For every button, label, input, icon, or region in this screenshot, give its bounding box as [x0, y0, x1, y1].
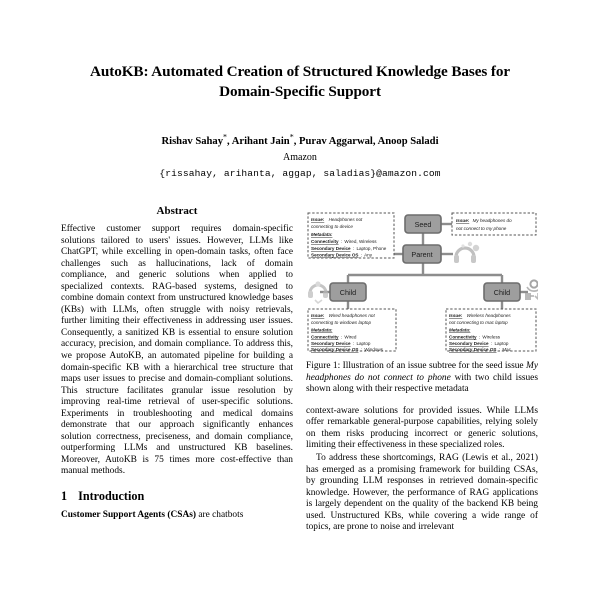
- issue-subtree-diagram: [306, 205, 538, 353]
- section-title: Introduction: [78, 489, 145, 504]
- introduction-lead-rest: are chatbots: [196, 510, 244, 521]
- right-paragraph-1: context-aware solutions for provided issues. While LLMs offer remarkable general-purpose capabilities, relying solely on them risks producing incorrect or generic solutions, limiting their effectiveness in these specialized roles.: [306, 405, 538, 451]
- introduction-lead-in: Customer Support Agents (CSAs): [61, 510, 196, 521]
- title-block: [0, 0, 600, 180]
- annotation-child-right-metadata-label: Metadata:: [449, 327, 471, 333]
- icon-headphones-bluetooth: [454, 242, 479, 263]
- abstract-heading: Abstract: [156, 205, 198, 217]
- annotation-parent: [308, 213, 394, 258]
- contact-email: {rissahay, arihanta, aggap, saladias}@amazon.com: [159, 167, 441, 179]
- figure-1: [306, 205, 538, 353]
- annotation-seed: [452, 213, 536, 235]
- author-list: [72, 130, 528, 149]
- introduction-first-paragraph: [61, 510, 293, 522]
- annotation-seed-box: [452, 213, 536, 235]
- annotation-seed-line-2: not connect to my phone: [456, 226, 507, 231]
- annotation-parent-row-2: Secondary Device OS : Any: [311, 252, 373, 258]
- annotation-child-left-issue-line-2: connecting to windows laptop: [311, 320, 372, 325]
- figure-caption-label: Figure 1:: [306, 361, 341, 371]
- annotation-parent-issue-line-1: Issue: Headphones not: [311, 217, 363, 222]
- affiliation: Amazon: [283, 151, 317, 163]
- node-child-right-label: Child: [493, 288, 511, 297]
- author-names: Rishav Sahay*, Arihant Jain*, Purav Aggarwal, Anoop Saladi: [161, 132, 439, 147]
- annotation-child-right-issue-line-1: Issue: Wireless headphones: [449, 313, 511, 318]
- right-paragraph-2: To address these shortcomings, RAG (Lewis et al., 2021) has emerged as a promising framework for building CSAs, by grounding LLM responses in retrieved domain-specific knowledge. However, the performance of RAG applications is largely dependent on the quality of the backend KB being used. Unstructured KBs, while covering a wide range of topics, are prone to noise and irrelevant: [306, 452, 538, 533]
- figure-caption-part-1: Illustration of an issue subtree for the seed issue: [340, 361, 527, 371]
- annotation-child-left-row-1: Secondary Device : Laptop: [311, 341, 371, 346]
- node-child-left-label: Child: [339, 288, 357, 297]
- left-column: [61, 205, 293, 600]
- icon-wireless-sync: [525, 280, 538, 300]
- annotation-parent-issue-line-2: connecting to device: [311, 224, 353, 229]
- figure-caption: [306, 361, 538, 396]
- node-parent-label: Parent: [411, 250, 433, 259]
- node-seed-label: Seed: [414, 220, 432, 229]
- icon-wired-headphones: [308, 281, 328, 303]
- abstract-paragraph: Effective customer support requires domain-specific solutions tailored to users' issues. However, LLMs like ChatGPT, while excelling in open-domain tasks, often face challenges such as hallucinations, lack of domain compliance, and generic solutions when applied to specialized contexts. RAG-based systems, designed to combine domain context from unstructured knowledge bases (KBs) with LLMs, often struggle with noisy retrievals, further limiting their effectiveness in addressing user issues. Consequently, a sanitized KB is essential to ensure solution accuracy, precision, and domain compliance. To address this, we propose AutoKB, an automated pipeline for building a domain-specific KB with a hierarchical tree structure that maps user issues to precise and domain-compliant solutions. This structure facilitates granular issue resolution by improving real-time retrieval of user-specific solutions. Experiments in troubleshooting and medical domains demonstrate that our approach significantly enhances solution correctness, preciseness, and domain compliance, outperforming LLMs and unstructured KB baselines. Moreover, AutoKB is 75 times more cost-effective than manual methods.: [61, 224, 293, 477]
- figure-caption-italic: My headphones do not connect to phone: [306, 361, 538, 383]
- section-number: 1: [61, 489, 68, 504]
- body-columns: [0, 205, 600, 600]
- section-heading-introduction: [61, 489, 293, 504]
- annotation-child-left-row-2: Secondary Device OS : Windows: [311, 347, 383, 352]
- annotation-child-right-row-1: Secondary Device : Laptop: [449, 341, 509, 346]
- figure-caption-part-2: with two child issues shown along with their respective metadata: [306, 372, 538, 395]
- annotation-child-right: [446, 309, 536, 352]
- annotation-parent-row-1: Secondary Device : Laptop, Phone: [311, 246, 387, 251]
- annotation-child-right-issue-line-2: not connecting to mac laptop: [449, 320, 508, 325]
- annotation-child-left: [308, 309, 396, 352]
- annotation-child-right-row-2: Secondary Device OS : Mac: [449, 347, 512, 352]
- annotation-child-left-issue-line-1: Issue: Wired headphones not: [311, 313, 375, 318]
- annotation-parent-metadata-label: Metadata:: [311, 232, 333, 237]
- annotation-child-left-metadata-label: Metadata:: [311, 327, 333, 333]
- annotation-child-left-row-0: Connectivity : Wired: [311, 334, 357, 340]
- annotation-parent-row-0: Connectivity : Wired, Wireless: [311, 239, 377, 244]
- annotation-child-right-row-0: Connectivity : Wireless: [449, 334, 501, 340]
- right-column: [306, 205, 538, 600]
- page-title: AutoKB: Automated Creation of Structured Knowledge Bases for Domain-Specific Support: [90, 63, 510, 100]
- annotation-seed-line-1: Issue: My headphones do: [456, 218, 512, 223]
